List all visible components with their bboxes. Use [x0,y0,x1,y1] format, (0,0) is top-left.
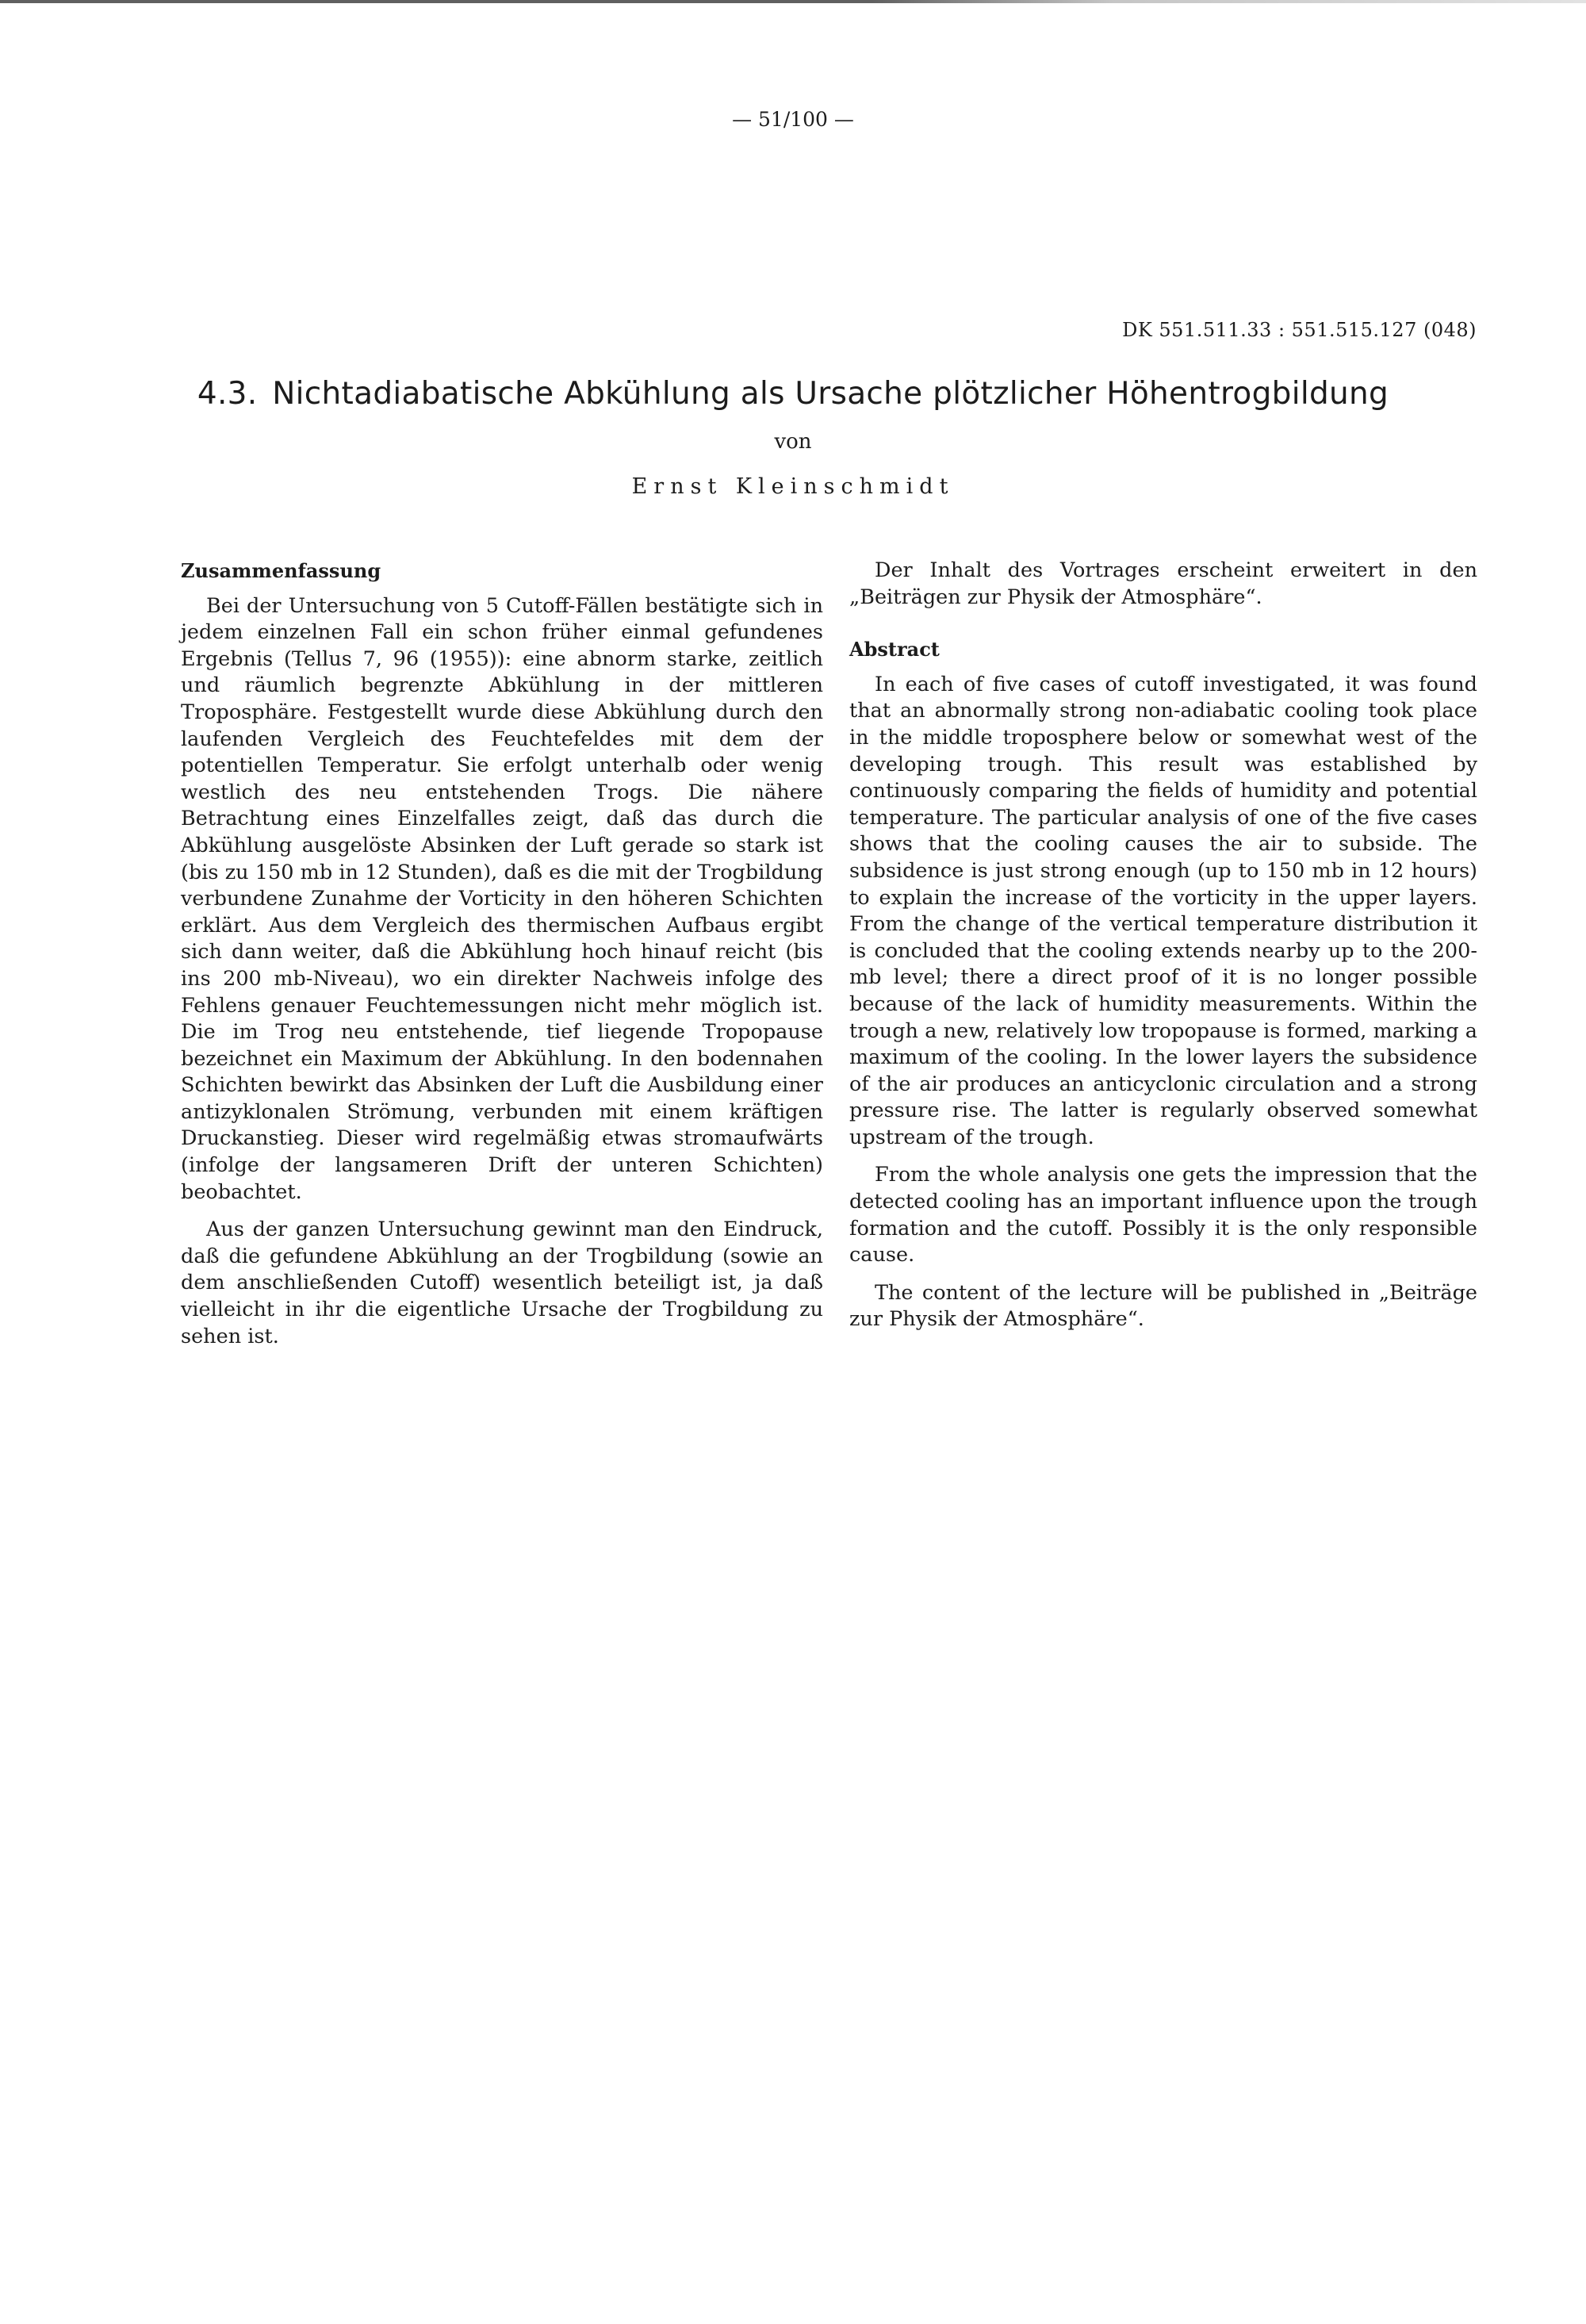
left-column [181,558,823,1350]
section-number: 4.3. [197,376,258,412]
article-title [0,376,1586,412]
author-name: Ernst Kleinschmidt [631,474,955,499]
zusammenfassung-paragraph-2: Aus der ganzen Untersuchung gewinnt man den Eindruck, daß die gefundene Abkühlung an der Trogbildung (sowie an dem anschließenden Cutoff) wesentlich beteiligt ist, ja daß vielleicht in ihr die eigentliche Ursache der Trogbildung zu sehen ist. [181,1218,823,1348]
byline-von: von [774,430,812,454]
page-number: — 51/100 — [732,108,854,131]
dk-classification: DK 551.511.33 : 551.515.127 (048) [1122,319,1477,341]
right-column [849,558,1477,1333]
lecture-note-german: Der Inhalt des Vortrages erscheint erweitert in den „Beiträgen zur Physik der Atmosphäre“. [849,558,1477,609]
abstract-paragraph-2: From the whole analysis one gets the impression that the detected cooling has an important influence upon the trough formation and the cutoff. Possibly it is the only responsible cause. [849,1163,1477,1267]
abstract-paragraph-1: In each of five cases of cutoff investigated, it was found that an abnormally strong non-adiabatic cooling took place in the middle troposphere below or somewhat west of the developing trough. This result was established by continuously comparing the fields of humidity and potential temperature. The particular analysis of one of the five cases shows that the cooling causes the air to subside. The subsidence is just strong enough (up to 150 mb in 12 hours) to explain the increase of the vorticity in the upper layers. From the change of the vertical temperature distribution it is concluded that the cooling extends nearby up to the 200-mb level; there a direct proof of it is no longer possible because of the lack of humidity measurements. Within the trough a new, relatively low tropopause is formed, marking a maximum of the cooling. In the lower layers the subsidence of the air produces an anticyclonic circulation and a strong pressure rise. The latter is regularly observed somewhat upstream of the trough. [849,672,1477,1149]
title-text: Nichtadiabatische Abkühlung als Ursache plötzlicher Höhentrogbildung [272,376,1389,412]
zusammenfassung-paragraph-1: Bei der Untersuchung von 5 Cutoff-Fällen bestätigte sich in jedem einzelnen Fall ein schon früher einmal gefundenes Ergebnis (Tellus 7, 96 (1955)): eine abnorm starke, zeitlich und räumlich begrenzte Abkühlung in der mittleren Troposphäre. Festgestellt wurde diese Abkühlung durch den laufenden Vergleich des Feuchtefeldes mit dem der potentiellen Temperatur. Sie erfolgt unterhalb oder wenig westlich des neu entstehenden Trogs. Die nähere Betrachtung eines Einzelfalles zeigt, daß das durch die Abkühlung ausgelöste Absinken der Luft gerade so stark ist (bis zu 150 mb in 12 Stunden), daß es die mit der Trogbildung verbundene Zunahme der Vorticity in den höheren Schichten erklärt. Aus dem Vergleich des thermischen Aufbaus ergibt sich dann weiter, daß die Abkühlung hoch hinauf reicht (bis ins 200 mb-Niveau), wo ein direkter Nachweis infolge des Fehlens genauer Feuchtemessungen nicht mehr möglich ist. Die im Trog neu entstehende, tief liegende Tropopause bezeichnet ein Maximum der Abkühlung. In den bodennahen Schichten bewirkt das Absinken der Luft die Ausbildung einer antizyklonalen Strömung, verbunden mit einem kräftigen Druckanstieg. Dieser wird regelmäßig etwas stromaufwärts (infolge der langsameren Drift der unteren Schichten) beobachtet. [181,593,823,1204]
abstract-heading: Abstract [849,638,940,662]
lecture-note-english: The content of the lecture will be published in „Beiträge zur Physik der Atmosphäre“. [849,1280,1477,1332]
zusammenfassung-heading: Zusammenfassung [181,559,381,582]
scan-edge [0,0,1586,3]
